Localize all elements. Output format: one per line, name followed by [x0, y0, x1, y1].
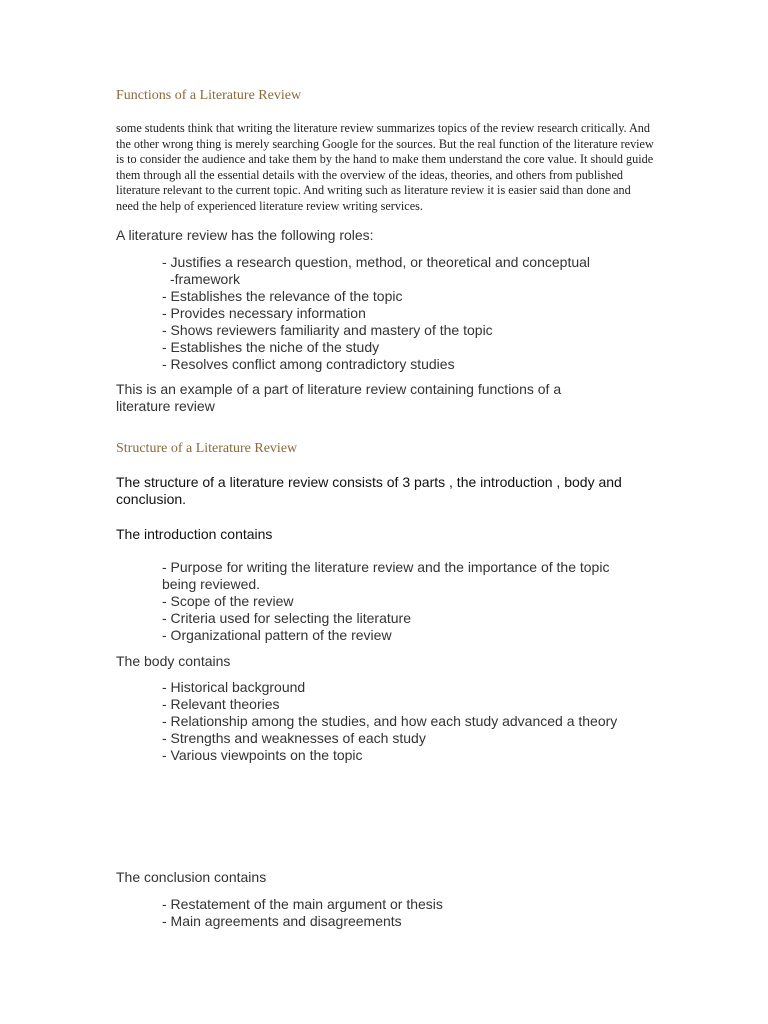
section-heading-functions: Functions of a Literature Review	[116, 88, 302, 103]
introduction-title: The introduction contains	[116, 526, 273, 542]
body-title: The body contains	[116, 653, 231, 669]
list-item: -framework	[170, 271, 241, 287]
section-heading-structure: Structure of a Literature Review	[116, 441, 298, 456]
roles-list	[162, 254, 642, 373]
list-item: - Scope of the review	[162, 593, 294, 609]
list-item: - Shows reviewers familiarity and mastery of the topic	[162, 322, 493, 338]
conclusion-title: The conclusion contains	[116, 869, 267, 885]
roles-intro: A literature review has the following roles:	[116, 227, 374, 243]
list-item: - Organizational pattern of the review	[162, 627, 392, 643]
structure-intro: The structure of a literature review consists of 3 parts , the introduction , body and conclusion.	[116, 474, 622, 507]
intro-paragraph: some students think that writing the literature review summarizes topics of the review research critically. And the other wrong thing is merely searching Google for the sources. But the real function of the literature review is to consider the audience and take them by the hand to make them understand the core value. It should guide them through all the essential details with the overview of the ideas, theories, and others from published literature relevant to the current topic. And writing such as literature review it is easier said than done and need the help of experienced literature review writing services.	[116, 121, 654, 213]
list-item: - Provides necessary information	[162, 305, 366, 321]
conclusion-list	[162, 896, 642, 930]
list-item: - Various viewpoints on the topic	[162, 747, 363, 763]
list-item: - Relationship among the studies, and how each study advanced a theory	[162, 713, 618, 729]
list-item: - Main agreements and disagreements	[162, 913, 402, 929]
list-item: - Purpose for writing the literature review and the importance of the topic being reviewed.	[162, 559, 610, 592]
list-item: - Relevant theories	[162, 696, 280, 712]
list-item: - Resolves conflict among contradictory studies	[162, 356, 455, 372]
list-item: - Establishes the relevance of the topic	[162, 288, 403, 304]
list-item: - Strengths and weaknesses of each study	[162, 730, 426, 746]
list-item: - Criteria used for selecting the literature	[162, 610, 411, 626]
example-note: This is an example of a part of literature review containing functions of a literature review	[116, 381, 562, 414]
introduction-list	[162, 559, 632, 644]
list-item: - Historical background	[162, 679, 306, 695]
list-item: - Establishes the niche of the study	[162, 339, 380, 355]
list-item: - Justifies a research question, method, or theoretical and conceptual	[162, 254, 591, 270]
list-item: - Restatement of the main argument or thesis	[162, 896, 443, 912]
body-list	[162, 679, 632, 764]
